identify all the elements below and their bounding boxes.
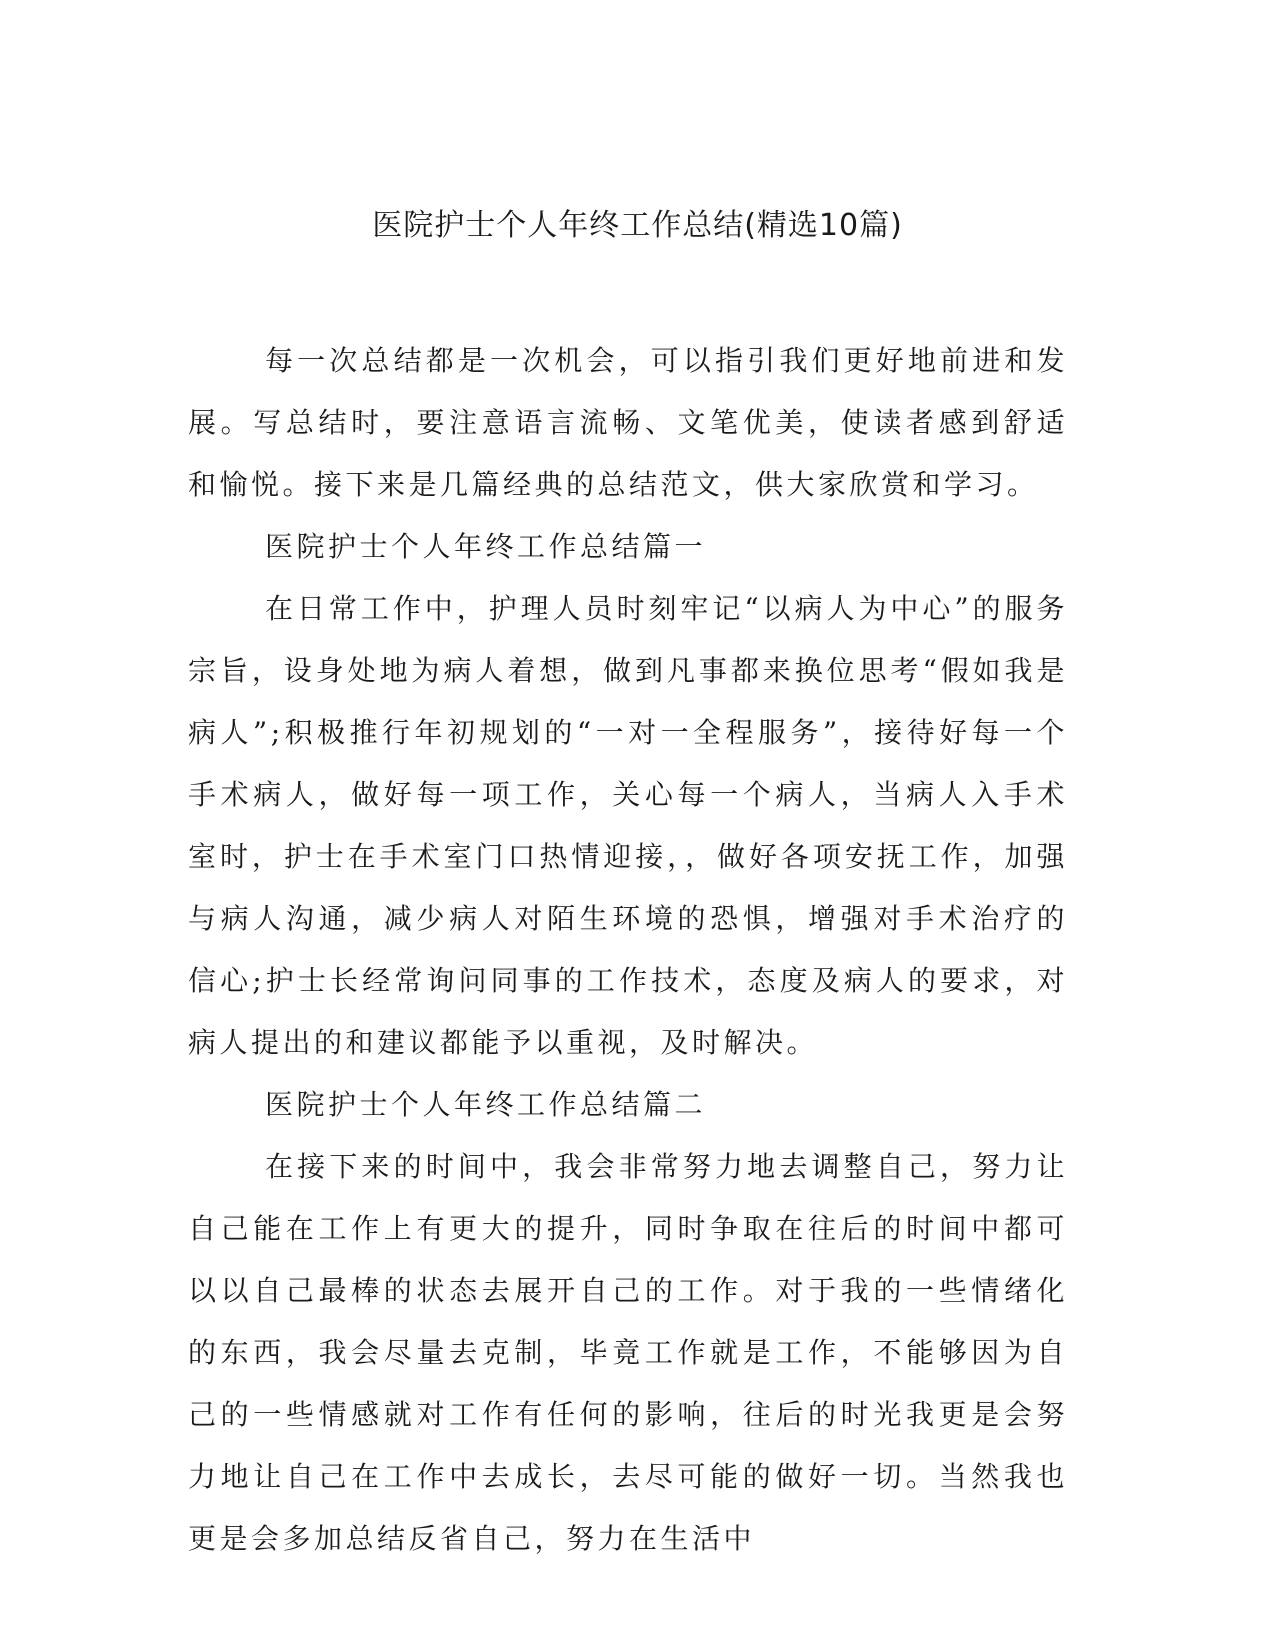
section-heading-1: 医院护士个人年终工作总结篇一 <box>265 530 707 563</box>
section-body-1: 在日常工作中，护理人员时刻牢记“以病人为中心”的服务宗旨，设身处地为病人着想，做到凡事都来换位思考“假如我是病人”;积极推行年初规划的“一对一全程服务”，接待好每一个手术病人，做好每一项工作，关心每一个病人，当病人入手术室时，护士在手术室门口热情迎接，，做好各项安抚工作，加强与病人沟通，减少病人对陌生环境的恐惧，增强对手术治疗的信心;护士长经常询问同事的工作技术，态度及病人的要求，对病人提出的和建议都能予以重视，及时解决。 <box>188 592 1068 1059</box>
document-title: 医院护士个人年终工作总结(精选10篇) <box>372 208 903 243</box>
intro-paragraph: 每一次总结都是一次机会，可以指引我们更好地前进和发展。写总结时，要注意语言流畅、文笔优美，使读者感到舒适和愉悦。接下来是几篇经典的总结范文，供大家欣赏和学习。 <box>188 344 1068 501</box>
section-heading-2: 医院护士个人年终工作总结篇二 <box>265 1088 707 1121</box>
document-body <box>188 330 1068 1570</box>
section-body-2: 在接下来的时间中，我会非常努力地去调整自己，努力让自己能在工作上有更大的提升，同时争取在往后的时间中都可以以自己最棒的状态去展开自己的工作。对于我的一些情绪化的东西，我会尽量去克制，毕竟工作就是工作，不能够因为自己的一些情感就对工作有任何的影响，往后的时光我更是会努力地让自己在工作中去成长，去尽可能的做好一切。当然我也更是会多加总结反省自己，努力在生活中 <box>188 1150 1068 1555</box>
